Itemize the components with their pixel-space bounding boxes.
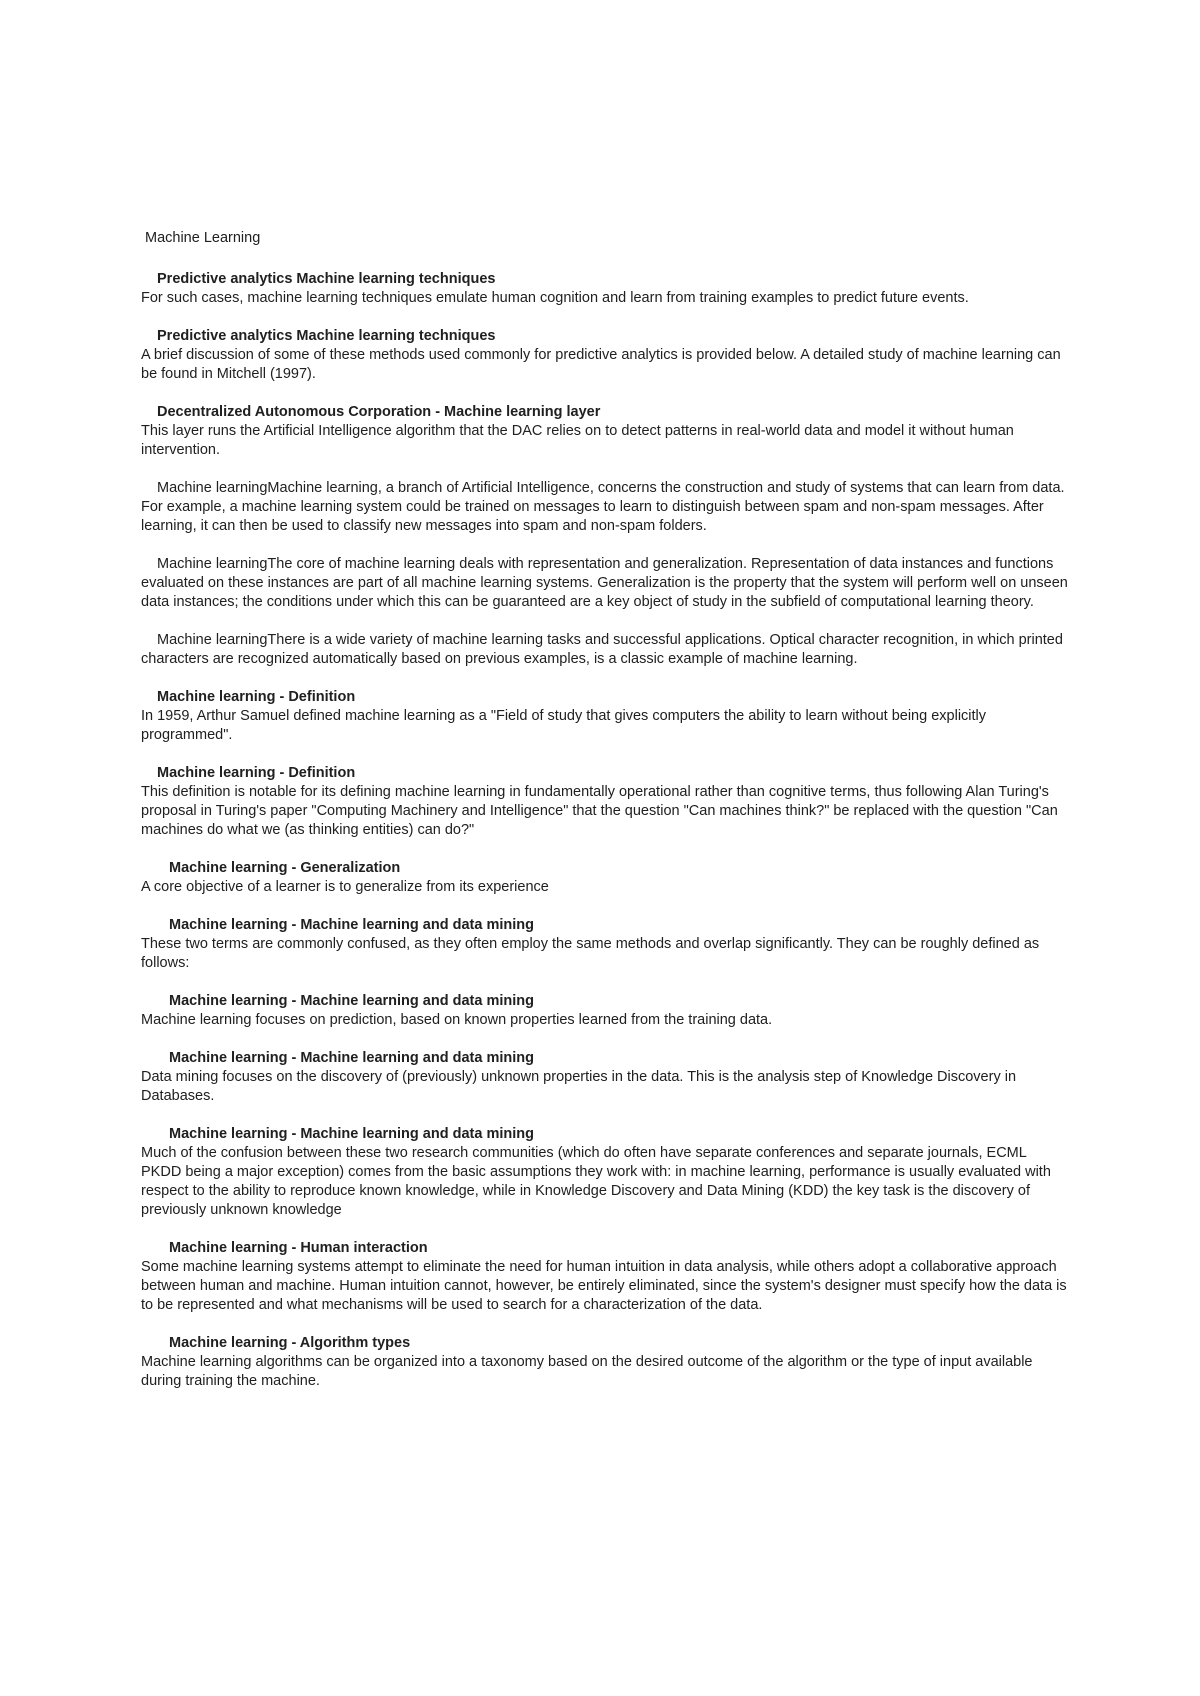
section-body: This definition is notable for its defining machine learning in fundamentally operational rather than cognitive terms, thus following Alan Turing's proposal in Turing's paper "Computing Machinery and Intelligence" that the question "Can machines think?" be replaced with the question "Can machines do what we (as thinking entities) can do?" <box>141 784 1058 838</box>
section-body: Data mining focuses on the discovery of (previously) unknown properties in the data. This is the analysis step of Knowledge Discovery in Databases. <box>141 1069 1017 1104</box>
section <box>141 859 1069 897</box>
section-heading: Machine learning - Algorithm types <box>169 1335 411 1351</box>
body-paragraph: Machine learningMachine learning, a branch of Artificial Intelligence, concerns the construction and study of systems that can learn from data. For example, a machine learning system could be trained on messages to learn to distinguish between spam and non-spam messages. After learning, it can then be used to classify new messages into spam and non-spam folders. <box>141 480 1065 534</box>
section-heading: Machine learning - Machine learning and data mining <box>169 1050 534 1066</box>
section-body: A core objective of a learner is to generalize from its experience <box>141 879 549 895</box>
section <box>141 1239 1069 1315</box>
section-heading: Predictive analytics Machine learning techniques <box>157 328 496 344</box>
section <box>141 916 1069 973</box>
section <box>141 1334 1069 1391</box>
section-body: A brief discussion of some of these methods used commonly for predictive analytics is provided below. A detailed study of machine learning can be found in Mitchell (1997). <box>141 347 1061 382</box>
section-heading: Machine learning - Generalization <box>169 860 401 876</box>
section-heading: Machine learning - Machine learning and data mining <box>169 1126 534 1142</box>
section-body: Machine learning algorithms can be organized into a taxonomy based on the desired outcome of the algorithm or the type of input available during training the machine. <box>141 1354 1033 1389</box>
section-heading: Machine learning - Machine learning and data mining <box>169 917 534 933</box>
document-page <box>141 229 1069 1410</box>
section-heading: Machine learning - Definition <box>157 765 356 781</box>
section <box>141 403 1069 460</box>
body-paragraph: Machine learningThere is a wide variety of machine learning tasks and successful applications. Optical character recognition, in which printed characters are recognized automatically based on previous examples, is a classic example of machine learning. <box>141 632 1063 667</box>
section-body: This layer runs the Artificial Intelligence algorithm that the DAC relies on to detect patterns in real-world data and model it without human intervention. <box>141 423 1014 458</box>
section-body: Machine learning focuses on prediction, based on known properties learned from the training data. <box>141 1012 773 1028</box>
section <box>141 1049 1069 1106</box>
section <box>141 1125 1069 1220</box>
section-heading: Predictive analytics Machine learning techniques <box>157 271 496 287</box>
section-body: In 1959, Arthur Samuel defined machine learning as a "Field of study that gives computers the ability to learn without being explicitly programmed". <box>141 708 987 743</box>
section <box>141 992 1069 1030</box>
section-heading: Machine learning - Machine learning and data mining <box>169 993 534 1009</box>
section-heading: Machine learning - Definition <box>157 689 356 705</box>
section-body: These two terms are commonly confused, as they often employ the same methods and overlap significantly. They can be roughly defined as follows: <box>141 936 1040 971</box>
section-heading: Machine learning - Human interaction <box>169 1240 428 1256</box>
section-heading: Decentralized Autonomous Corporation - Machine learning layer <box>157 404 601 420</box>
section-body: Some machine learning systems attempt to eliminate the need for human intuition in data analysis, while others adopt a collaborative approach between human and machine. Human intuition cannot, however, be entirely eliminated, since the system's designer must specify how the data is to be represented and what mechanisms will be used to search for a characterization of the data. <box>141 1259 1067 1313</box>
section <box>141 327 1069 384</box>
section <box>141 270 1069 308</box>
section <box>141 764 1069 840</box>
document-title: Machine Learning <box>145 230 261 246</box>
section <box>141 688 1069 745</box>
body-paragraph: Machine learningThe core of machine learning deals with representation and generalization. Representation of data instances and functions evaluated on these instances are part of all machine learning systems. Generalization is the property that the system will perform well on unseen data instances; the conditions under which this can be guaranteed are a key object of study in the subfield of computational learning theory. <box>141 556 1068 610</box>
section-body: Much of the confusion between these two research communities (which do often have separate conferences and separate journals, ECML PKDD being a major exception) comes from the basic assumptions they work with: in machine learning, performance is usually evaluated with respect to the ability to reproduce known knowledge, while in Knowledge Discovery and Data Mining (KDD) the key task is the discovery of previously unknown knowledge <box>141 1145 1051 1218</box>
section-body: For such cases, machine learning techniques emulate human cognition and learn from training examples to predict future events. <box>141 290 969 306</box>
